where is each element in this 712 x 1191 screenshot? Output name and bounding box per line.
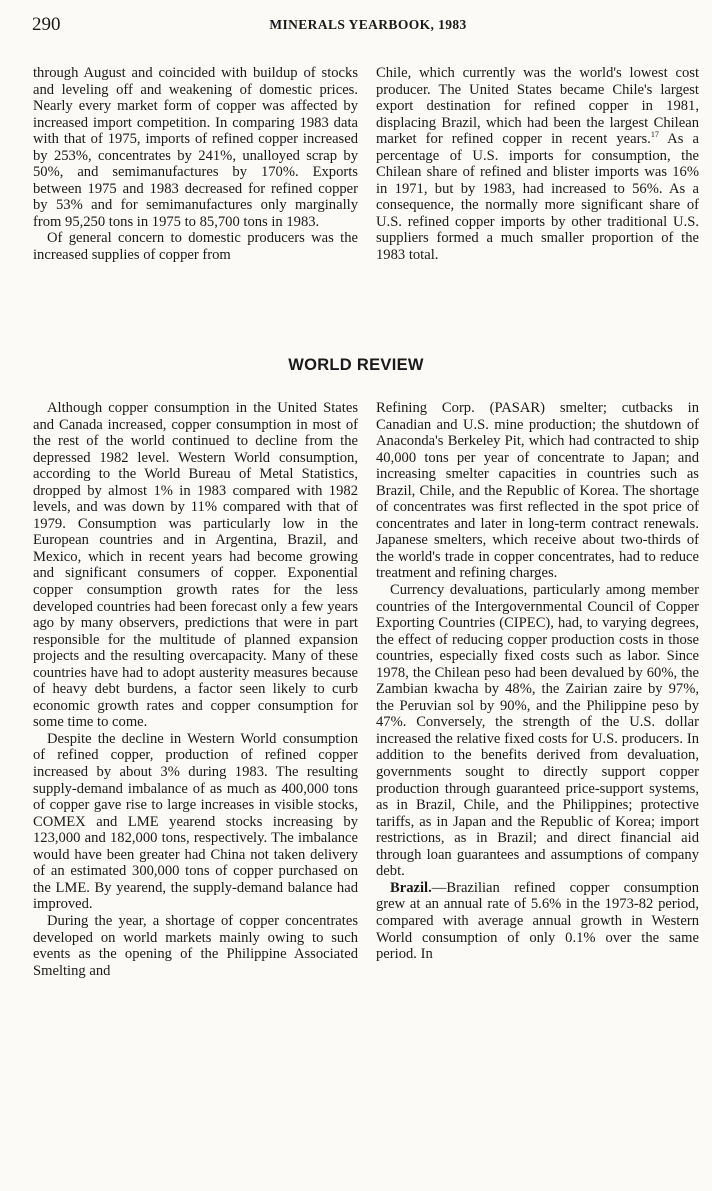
paragraph: through August and coincided with buildup of stocks and leveling off and weakening of domestic prices. Nearly every market form of copper was affected by increased import competition. In comparing 1983 data with that of 1975, imports of refined copper increased by 253%, concentrates by 241%, unalloyed scrap by 50%, and semimanufactures by 170%. Exports between 1975 and 1983 decreased for refined copper by 53% and for semimanufactures only marginally from 95,250 tons in 1975 to 85,700 tons in 1983. [33, 65, 358, 230]
paragraph: During the year, a shortage of copper concentrates developed on world markets mainly owing to such events as the opening of the Philippine Associated Smelting and [33, 912, 358, 979]
paragraph: Currency devaluations, particularly among member countries of the Intergovernmental Council of Copper Exporting Countries (CIPEC), had, to varying degrees, the effect of reducing copper production costs in those countries, especially fixed costs such as labor. Since 1978, the Chilean peso had been devalued by 60%, the Zambian kwacha by 48%, the Zairian zaire by 97%, the Peruvian sol by 90%, and the Philippine peso by 47%. Conversely, the strength of the U.S. dollar increased the relative fixed costs for U.S. producers. In addition to the benefits derived from devaluation, governments sought to directly support copper production through guaranteed price-support systems, as in Brazil, Chile, and the Philippines; protective tariffs, as in Japan and the Republic of Korea; import restrictions, as in Brazil; and direct financial aid through loan guarantees and assumptions of company debt. [376, 582, 699, 880]
page-number: 290 [32, 14, 61, 35]
em-dash: — [431, 879, 447, 896]
top-left-column [33, 65, 358, 264]
paragraph: Refining Corp. (PASAR) smelter; cutbacks in Canadian and U.S. mine production; the shutdown of Anaconda's Berkeley Pit, which had contracted to ship 40,000 tons per year of concentrate to Japan; and increasing smelter capacities in countries such as Brazil, Chile, and the Republic of Korea. The shortage of concentrates was first reflected in the spot price of concentrates and later in long-term contract renewals. Japanese smelters, which receive about two-thirds of the world's trade in copper concentrates, had to reduce treatment and refining charges. [376, 400, 699, 582]
world-review-right-column [376, 400, 699, 963]
section-title: WORLD REVIEW [288, 356, 424, 374]
paragraph [376, 880, 699, 963]
text-run: As a percentage of U.S. imports for consumption, the Chilean share of refined and blister imports was 16% in 1971, but by 1983, had increased to 56%. As a consequence, the normally more significant share of U.S. refined copper imports by other traditional U.S. suppliers formed a much smaller proportion of the 1983 total. [376, 131, 700, 264]
run-in-heading: Brazil. [390, 879, 432, 896]
running-title: MINERALS YEARBOOK, 1983 [269, 17, 467, 32]
page-header [32, 14, 704, 40]
paragraph: Despite the decline in Western World consumption of refined copper, production of refined copper increased by about 3% during 1983. The resulting supply-demand imbalance of as much as 400,000 tons of copper gave rise to large increases in visible stocks, COMEX and LME yearend stocks increasing by 123,000 and 182,000 tons, respectively. The imbalance would have been greater had China not taken delivery of an estimated 300,000 tons of copper purchased on the LME. By yearend, the supply-demand balance had improved. [33, 730, 358, 913]
paragraph: Of general concern to domestic producers was the increased supplies of copper from [33, 230, 358, 264]
text-run: Brazilian refined copper consumption grew at an annual rate of 5.6% in the 1973-82 period, compared with average annual growth in Western World consumption of only 0.1% over the same period. In [376, 879, 699, 963]
text-run: Chile, which currently was the world's lowest cost producer. The United States became Chile's largest export destination for refined copper in 1981, displacing Brazil, which had been the largest Chilean market for refined copper in recent years. [376, 65, 699, 148]
footnote-reference: 17 [650, 130, 659, 140]
paragraph: Although copper consumption in the United States and Canada increased, copper consumption in most of the rest of the world continued to decline from the depressed 1982 level. Western World consumption, according to the World Bureau of Metal Statistics, dropped by almost 1% in 1983 compared with 1982 levels, and was down by 11% compared with that of 1979. Consumption was particularly low in the European countries and in Argentina, Brazil, and Mexico, which in recent years had become growing and significant consumers of copper. Exponential copper consumption growth rates for the less developed countries had been forecast only a few years ago by many observers, predictions that were in part responsible for the multitude of planned expansion projects and the resulting overcapacity. Many of these countries have had to adopt austerity measures because of heavy debt burdens, a factor seen likely to curb economic growth rates and copper consumption for some time to come. [33, 400, 358, 731]
world-review-left-column [33, 400, 358, 979]
top-right-column [376, 65, 699, 264]
paragraph [376, 65, 699, 264]
